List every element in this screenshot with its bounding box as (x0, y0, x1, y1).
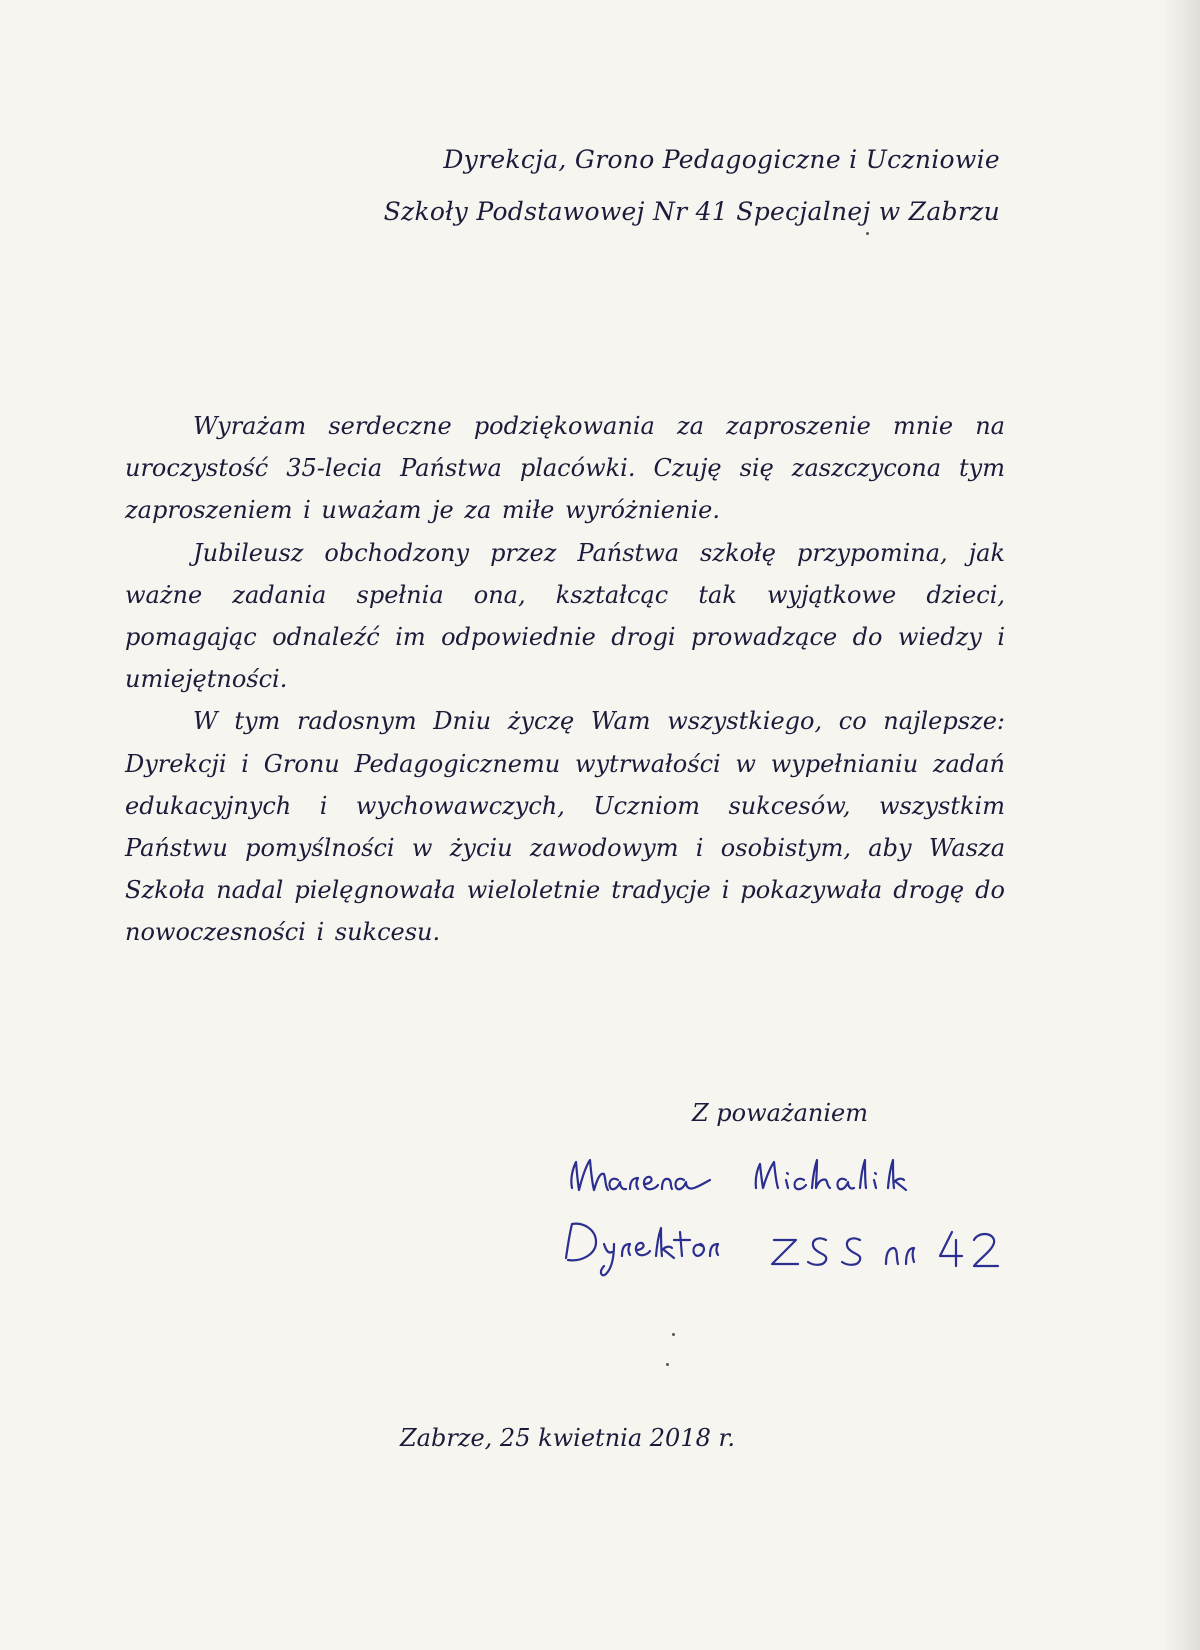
signature-drawing (560, 1140, 1020, 1290)
letter-body (125, 405, 1005, 954)
addressee-line-2: Szkoły Podstawowej Nr 41 Specjalnej w Zabrzu (383, 197, 1000, 226)
scan-dust (866, 232, 869, 235)
handwritten-signature (560, 1140, 1020, 1290)
place-and-date: Zabrze, 25 kwietnia 2018 r. (400, 1424, 735, 1452)
addressee-line-1: Dyrekcja, Grono Pedagogiczne i Uczniowie (443, 145, 1000, 174)
scan-dust (666, 1363, 669, 1366)
body-paragraph-1: Wyrażam serdeczne podziękowania za zaproszenie mnie na uroczystość 35-lecia Państwa placówki. Czuję się zaszczycona tym zaproszeniem i uważam je za miłe wyróżnienie. (125, 412, 1005, 525)
closing-salutation: Z poważaniem (692, 1099, 869, 1127)
addressee-block (380, 134, 1000, 238)
body-paragraph-2: Jubileusz obchodzony przez Państwa szkołę przypomina, jak ważne zadania spełnia ona, kształcąc tak wyjątkowe dzieci, pomagając odnaleźć im odpowiednie drogi prowadzące do wiedzy i umiejętności. (125, 538, 1005, 694)
body-paragraph-3: W tym radosnym Dniu życzę Wam wszystkiego, co najlepsze: Dyrekcji i Gronu Pedagogicznemu wytrwałości w wypełnianiu zadań edukacyjnych i wychowawczych, Uczniom sukcesów, wszystkim Państwu pomyślności w życiu zawodowym i osobistym, aby Wasza Szkoła nadal pielęgnowała wieloletnie tradycje i pokazywała drogę do nowoczesności i sukcesu. (125, 707, 1005, 947)
scan-dust (672, 1333, 675, 1336)
scan-shadow-edge (1166, 0, 1200, 1650)
